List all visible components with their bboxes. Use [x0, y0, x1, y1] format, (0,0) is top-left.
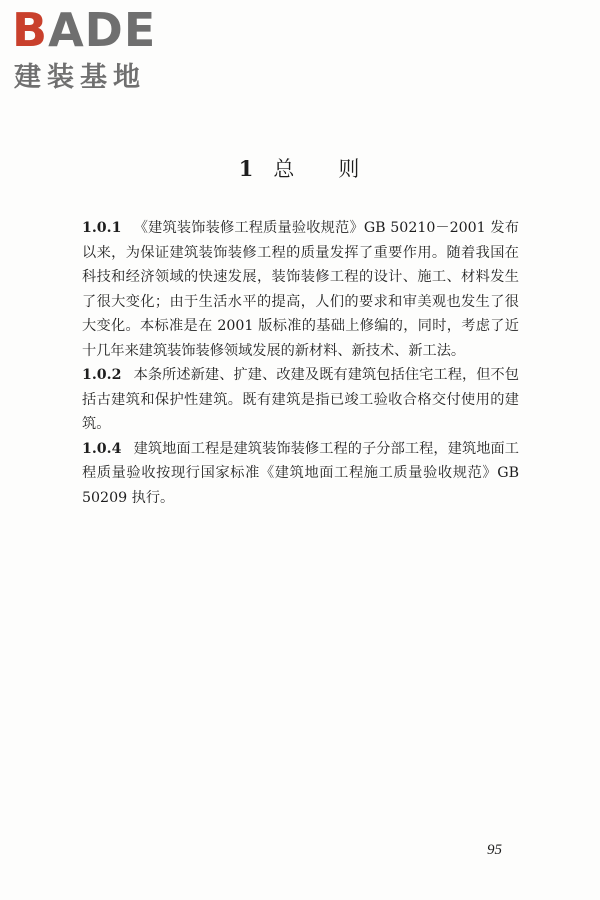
logo-wordmark: [12, 4, 156, 56]
chapter-title-part1: 总: [273, 157, 297, 181]
clause-number: 1.0.4: [82, 440, 122, 457]
clause-number: 1.0.1: [82, 220, 122, 236]
page-content: [82, 216, 519, 510]
page-number: 95: [487, 842, 502, 858]
logo-word-rest: ADE: [48, 3, 157, 57]
logo-subtitle: 建装基地: [14, 62, 146, 93]
logo-accent-letter: B: [12, 3, 49, 57]
clause-number: 1.0.2: [82, 367, 122, 383]
clause-1-0-4: [82, 437, 519, 511]
clause-text: 本条所述新建、扩建、改建及既有建筑包括住宅工程，但不包括古建筑和保护性建筑。既有建筑是指已竣工验收合格交付使用的建筑。: [82, 367, 519, 432]
clause-1-0-2: [82, 363, 519, 437]
bade-logo: [12, 4, 182, 96]
chapter-title: [0, 154, 600, 184]
chapter-title-part2: 则: [338, 157, 362, 181]
clause-text: 《建筑装饰装修工程质量验收规范》GB 50210－2001 发布以来，为保证建筑装饰装修工程的质量发挥了重要作用。随着我国在科技和经济领域的快速发展，装饰装修工程的设计、施工、材料发生了很大变化；由于生活水平的提高，人们的要求和审美观也发生了很大变化。本标准是在 2001 版标准的基础上修编的，同时，考虑了近十几年来建筑装饰装修领域发展的新材料、新技术、新工法。: [82, 220, 519, 359]
clause-1-0-1: [82, 216, 519, 363]
chapter-number: 1: [238, 156, 256, 181]
clause-text: 建筑地面工程是建筑装饰装修工程的子分部工程，建筑地面工程质量验收按现行国家标准《建筑地面工程施工质量验收规范》GB 50209 执行。: [82, 440, 519, 506]
